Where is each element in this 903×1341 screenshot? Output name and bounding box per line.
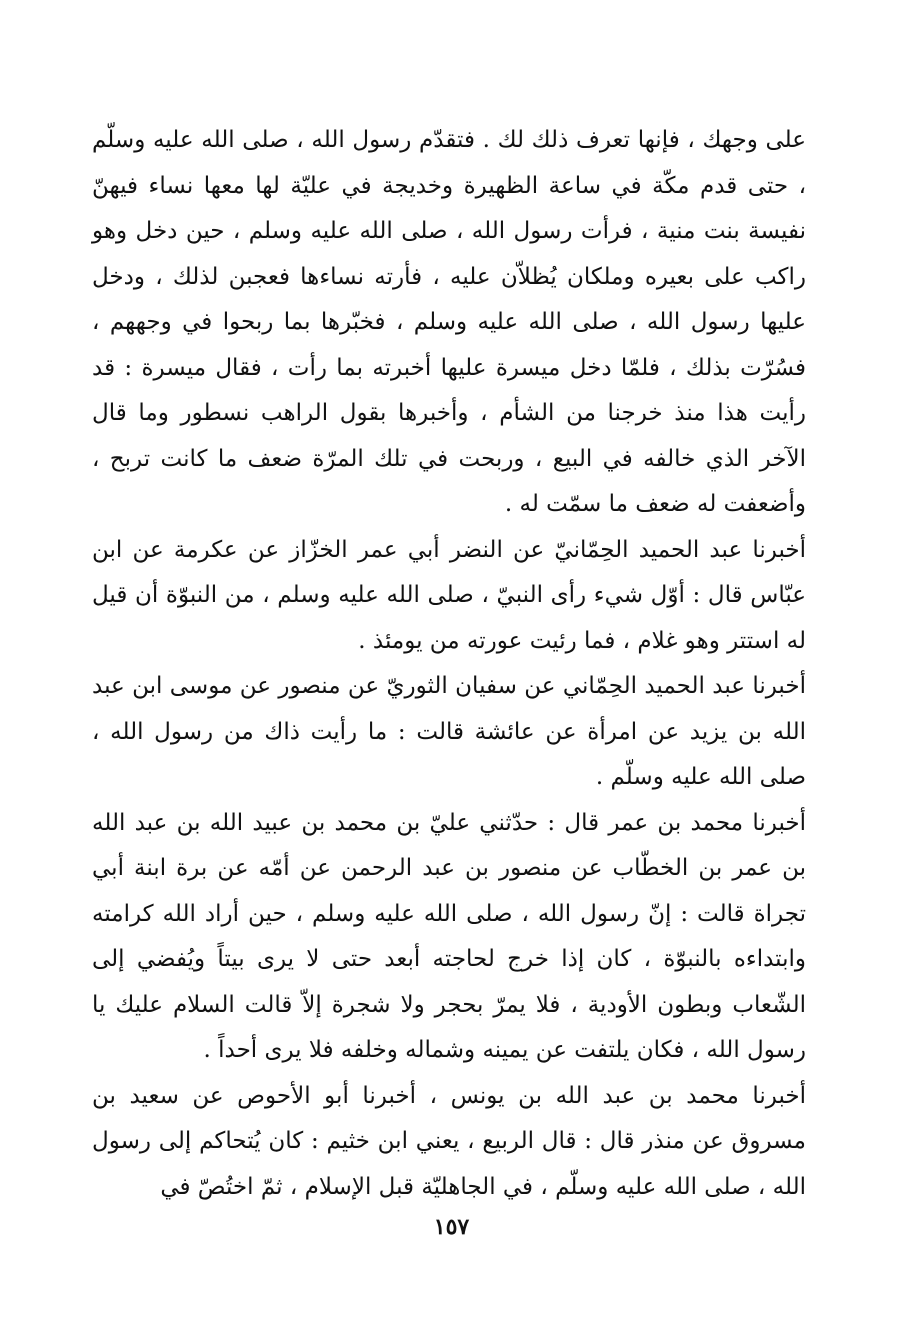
body-text xyxy=(92,118,806,1210)
paragraph-3: أخبرنا عبد الحميد الحِمّاني عن سفيان الثوريّ عن منصور عن موسى ابن عبد الله بن يزيد عن امرأة عن عائشة قالت : ما رأيت ذاك من رسول الله ، صلى الله عليه وسلّم . xyxy=(92,673,806,790)
paragraph-1: على وجهك ، فإنها تعرف ذلك لك . فتقدّم رسول الله ، صلى الله عليه وسلّم ، حتى قدم مكّة في ساعة الظهيرة وخديجة في عليّة لها معها نساء فيهنّ نفيسة بنت منية ، فرأت رسول الله ، صلى الله عليه وسلم ، حين دخل وهو راكب على بعيره وملكان يُظلاّن عليه ، فأرته نساءها فعجبن لذلك ، ودخل عليها رسول الله ، صلى الله عليه وسلم ، فخبّرها بما ربحوا في وجههم ، فسُرّت بذلك ، فلمّا دخل ميسرة عليها أخبرته بما رأت ، فقال ميسرة : قد رأيت هذا منذ خرجنا من الشأم ، وأخبرها بقول الراهب نسطور وما قال الآخر الذي خالفه في البيع ، وربحت في تلك المرّة ضعف ما كانت تربح ، وأضعفت له ضعف ما سمّت له . xyxy=(92,127,806,517)
page-number: ١٥٧ xyxy=(433,1214,470,1240)
paragraph-5: أخبرنا محمد بن عبد الله بن يونس ، أخبرنا أبو الأحوص عن سعيد بن مسروق عن منذر قال : قال الربيع ، يعني ابن خثيم : كان يُتحاكم إلى رسول الله ، صلى الله عليه وسلّم ، في الجاهليّة قبل الإسلام ، ثمّ اختُصّ في xyxy=(92,1082,806,1200)
paragraph-2: أخبرنا عبد الحميد الحِمّانيّ عن النضر أبي عمر الخزّاز عن عكرمة عن ابن عبّاس قال : أوّل شيء رأى النبيّ ، صلى الله عليه وسلم ، من النبوّة أن قيل له استتر وهو غلام ، فما رئيت عورته من يومئذ . xyxy=(92,536,806,654)
paragraph-4: أخبرنا محمد بن عمر قال : حدّثني عليّ بن محمد بن عبيد الله بن عبد الله بن عمر بن الخطّاب عن منصور بن عبد الرحمن عن أمّه عن برة ابنة أبي تجراة قالت : إنّ رسول الله ، صلى الله عليه وسلم ، حين أراد الله كرامته وابتداءه بالنبوّة ، كان إذا خرج لحاجته أبعد حتى لا يرى بيتاً ويُفضي إلى الشّعاب وبطون الأودية ، فلا يمرّ بحجر ولا شجرة إلاّ قالت السلام عليك يا رسول الله ، فكان يلتفت عن يمينه وشماله وخلفه فلا يرى أحداً . xyxy=(92,809,806,1063)
